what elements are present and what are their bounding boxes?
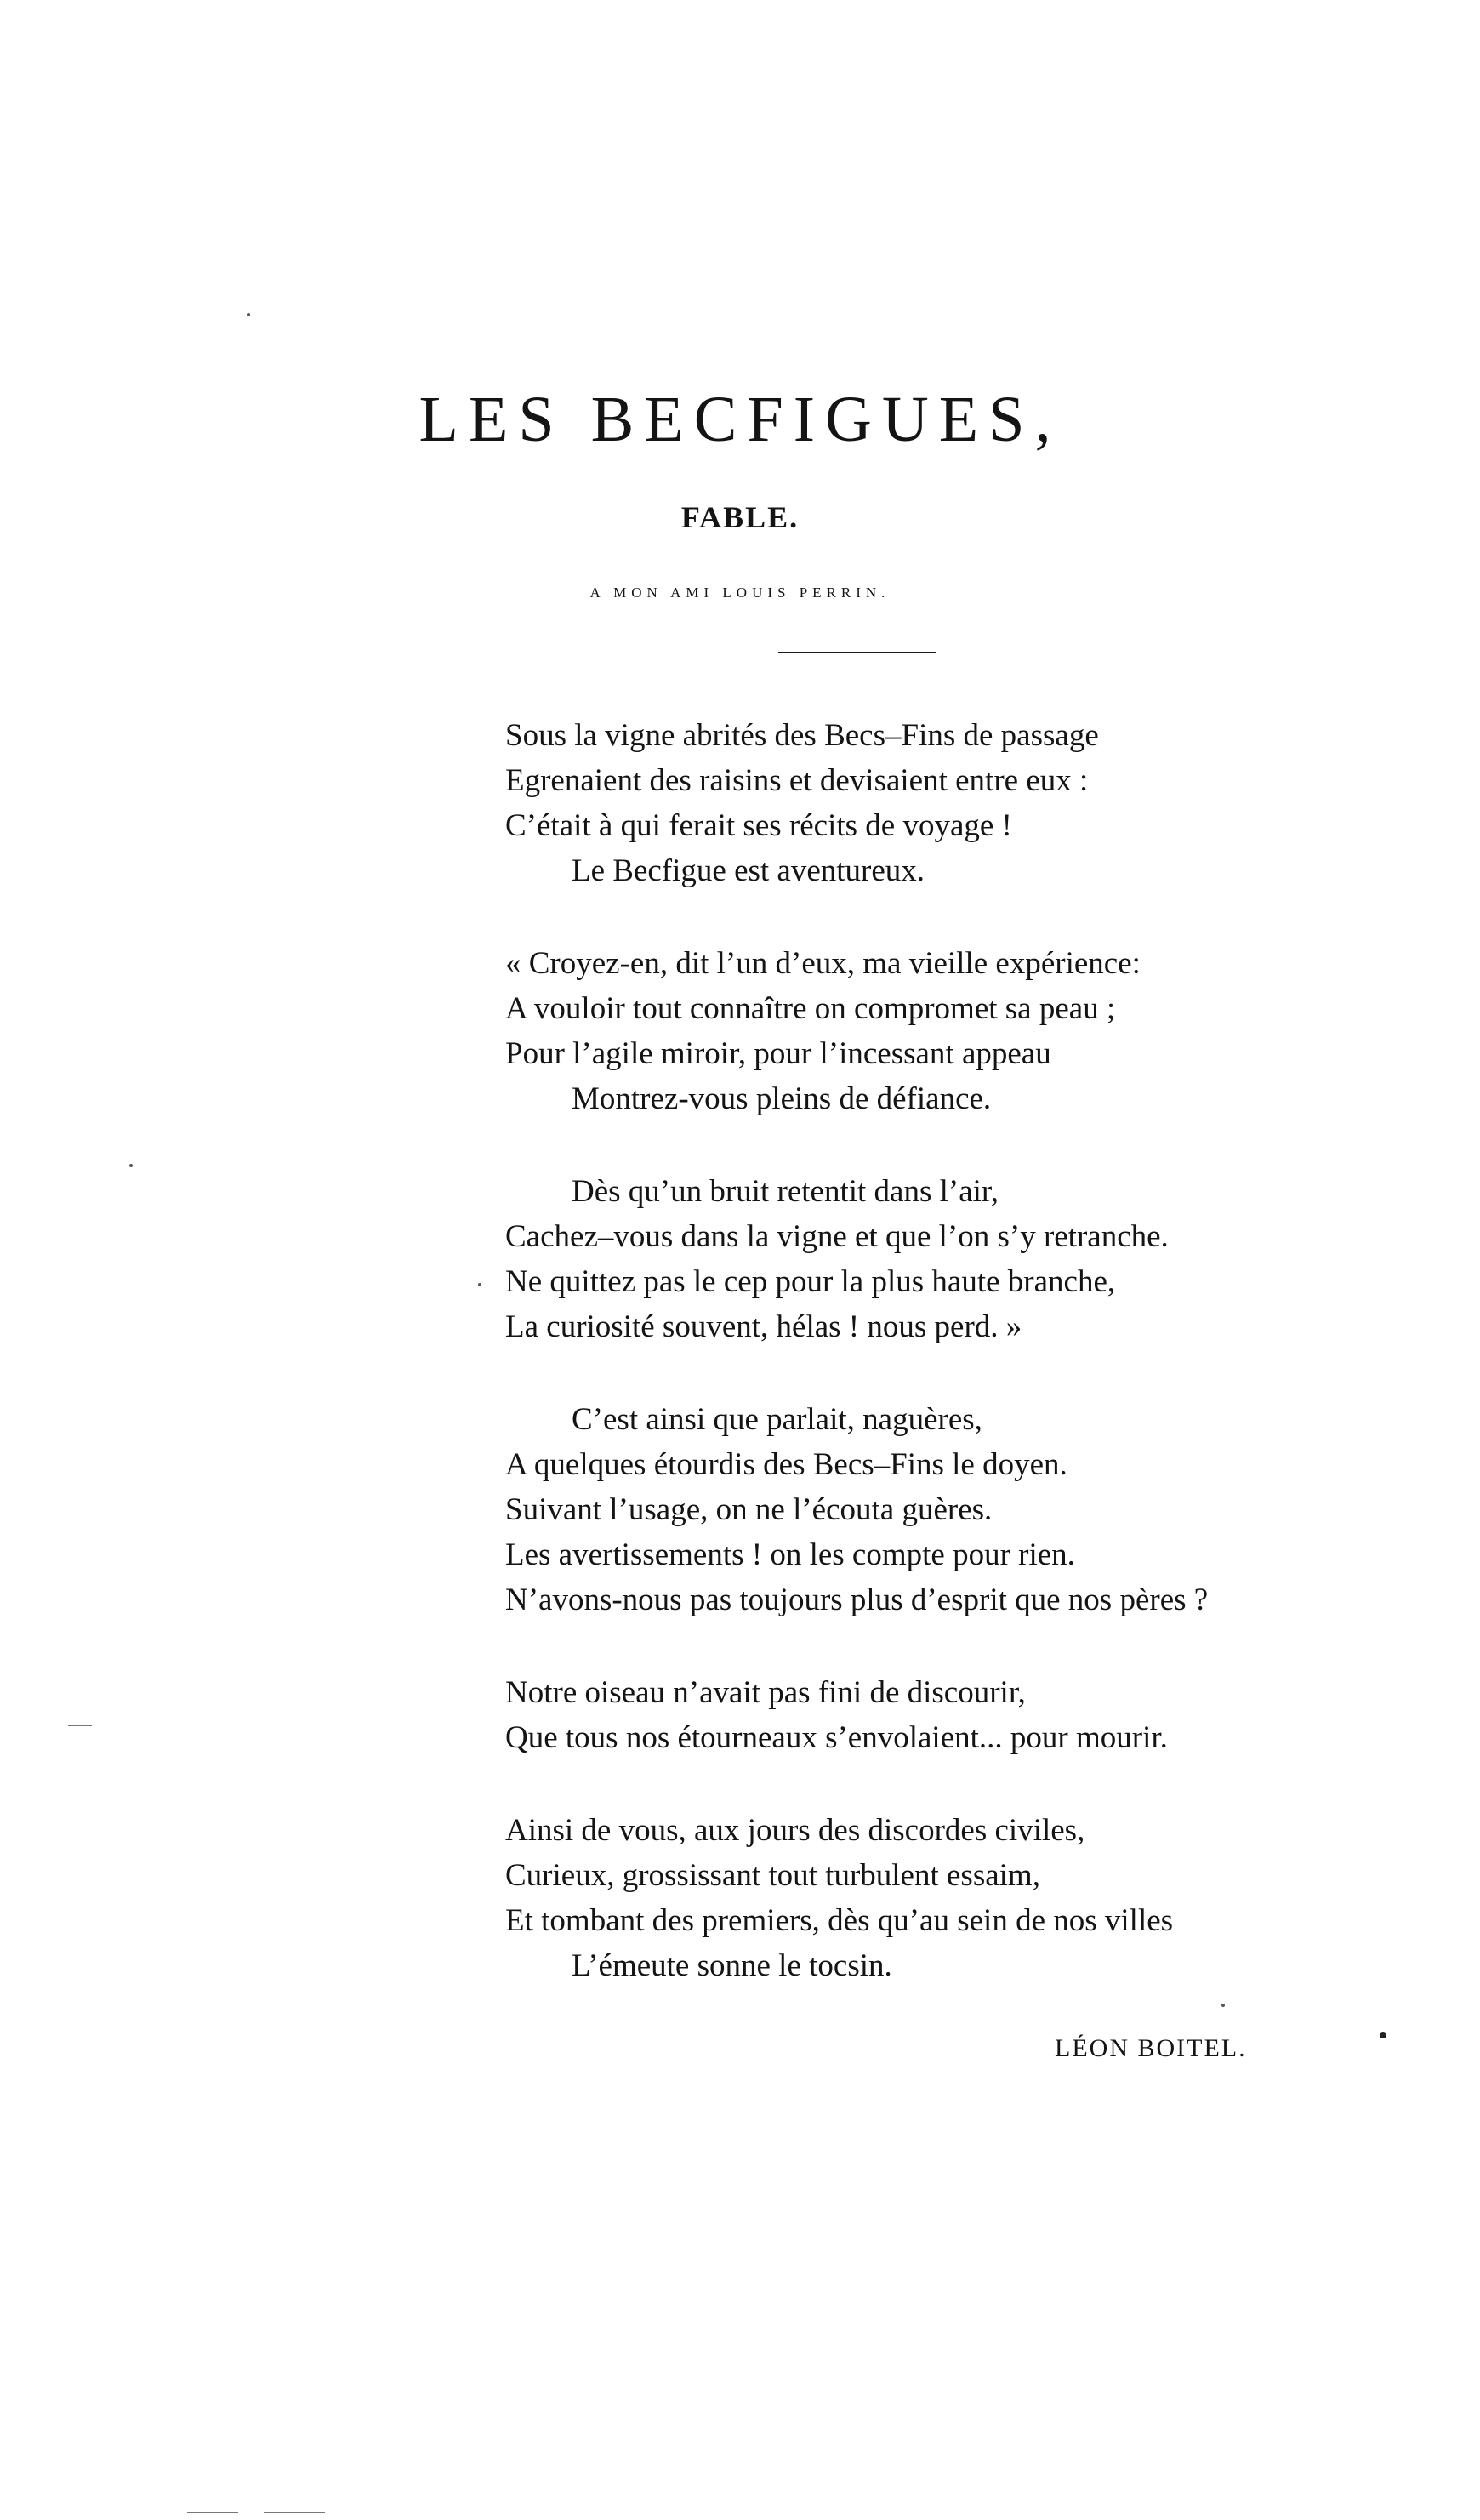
poem-line: C’était à qui ferait ses récits de voyage ! (505, 808, 1012, 843)
scan-mark (264, 2512, 325, 2513)
poem-stanza (505, 1670, 1356, 1760)
poem-subtitle: FABLE. (680, 500, 800, 534)
poem-line: Suivant l’usage, on ne l’écouta guères. (505, 1492, 993, 1527)
poem-title: LES BECFIGUES, (418, 384, 1062, 455)
scan-mark (187, 2512, 238, 2513)
poem-line: Le Becfigue est aventureux. (572, 853, 925, 888)
poem-stanza (505, 1808, 1356, 1988)
poem-line: L’émeute sonne le tocsin. (572, 1948, 892, 1983)
poem-line: Les avertissements ! on les compte pour rien. (505, 1537, 1075, 1572)
poem-line: Ne quittez pas le cep pour la plus haute branche, (505, 1264, 1116, 1299)
poem-line: Cachez–vous dans la vigne et que l’on s’y retranche. (505, 1219, 1169, 1254)
poem-line: Sous la vigne abrités des Becs–Fins de passage (505, 718, 1099, 753)
poem-body (505, 713, 1356, 2036)
poem-line: A vouloir tout connaître on compromet sa peau ; (505, 991, 1116, 1026)
title-divider (778, 652, 936, 653)
poem-line: Egrenaient des raisins et devisaient entre eux : (505, 763, 1089, 798)
scan-speck (247, 313, 250, 316)
poem-line: Ainsi de vous, aux jours des discordes civiles, (505, 1813, 1085, 1848)
poem-line: N’avons-nous pas toujours plus d’esprit que nos pères ? (505, 1582, 1209, 1617)
scan-speck (129, 1164, 133, 1167)
author-signature: LÉON BOITEL. (1055, 2034, 1247, 2062)
scan-speck (1380, 2032, 1386, 2038)
poem-line: Et tombant des premiers, dès qu’au sein de nos villes (505, 1903, 1174, 1938)
poem-stanza (505, 713, 1356, 893)
poem-line: Dès qu’un bruit retentit dans l’air, (572, 1174, 999, 1209)
scan-speck (478, 1283, 481, 1286)
poem-line: Montrez-vous pleins de défiance. (572, 1081, 992, 1116)
poem-line: La curiosité souvent, hélas ! nous perd. » (505, 1309, 1022, 1344)
poem-line: Que tous nos étourneaux s’envolaient... pour mourir. (505, 1720, 1168, 1755)
scan-speck (1221, 2004, 1225, 2007)
poem-stanza (505, 941, 1356, 1121)
poem-line: Curieux, grossissant tout turbulent essaim, (505, 1858, 1040, 1893)
poem-line: A quelques étourdis des Becs–Fins le doyen. (505, 1447, 1067, 1482)
poem-line: Pour l’agile miroir, pour l’incessant appeau (505, 1036, 1051, 1071)
poem-line: « Croyez-en, dit l’un d’eux, ma vieille expérience: (505, 946, 1141, 981)
poem-line: Notre oiseau n’avait pas fini de discourir, (505, 1675, 1026, 1710)
poem-dedication: A MON AMI LOUIS PERRIN. (589, 584, 891, 601)
poem-stanza (505, 1397, 1356, 1622)
poem-line: C’est ainsi que parlait, naguères, (572, 1402, 982, 1437)
scan-mark (68, 1725, 92, 1726)
poem-stanza (505, 1169, 1356, 1349)
